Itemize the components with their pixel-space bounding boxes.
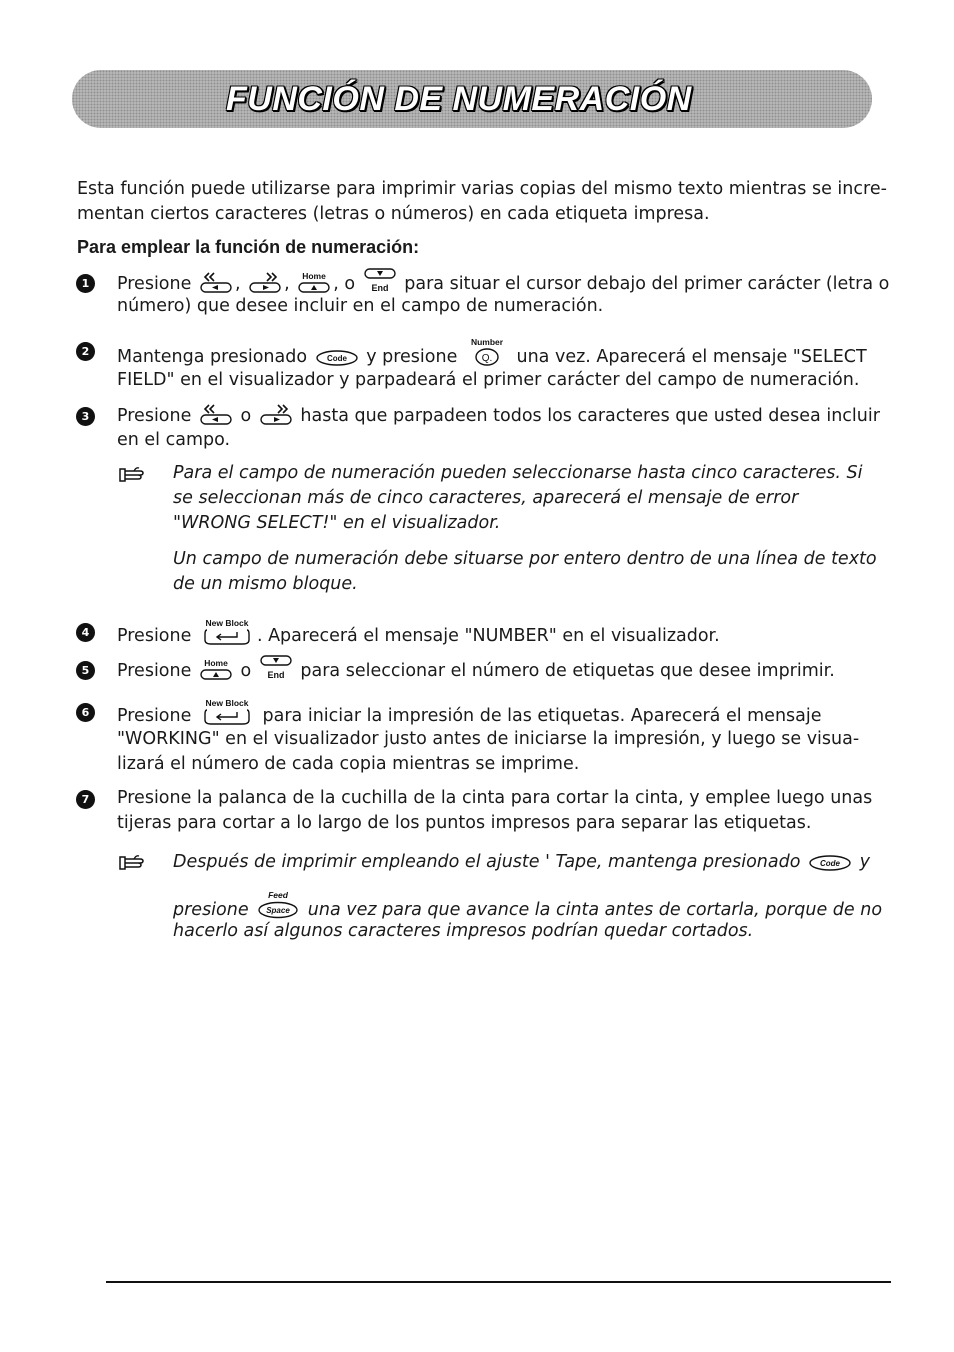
- end-key-label: End: [371, 283, 389, 293]
- step-4-text-a: Presione: [117, 626, 192, 646]
- cursor-left-key-icon: [199, 402, 233, 426]
- note-2-text-a: Después de imprimir empleando el ajuste ' Tape, mantenga presionado: [173, 852, 801, 872]
- step-1-text-a: Presione: [117, 274, 192, 294]
- note-1-line-3: "WRONG SELECT!" en el visualizador.: [173, 513, 501, 533]
- step-3-sep: o: [240, 406, 252, 426]
- note-2-line-1: [173, 850, 870, 875]
- pointing-hand-icon: [118, 853, 148, 871]
- step-2-line-2: FIELD" en el visualizador y parpadeará el primer carácter del campo de numeración.: [117, 370, 860, 390]
- new-block-key-label: New Block: [205, 618, 249, 628]
- feed-key-label: Feed: [268, 890, 289, 900]
- step-2-text-a: Mantenga presionado: [117, 347, 308, 367]
- step-4-line-1: [117, 618, 720, 649]
- note-1-p2-line-1: Un campo de numeración debe situarse por entero dentro de una línea de texto: [173, 549, 877, 569]
- note-1-line-2: se seleccionan más de cinco caracteres, aparecerá el mensaje de error: [173, 488, 799, 508]
- step-number-5: 5: [76, 661, 95, 680]
- note-1-line-1: Para el campo de numeración pueden seleccionarse hasta cinco caracteres. Si: [173, 463, 863, 483]
- step-5-sep: o: [240, 661, 252, 681]
- intro-line-1: Esta función puede utilizarse para imprimir varias copias del mismo texto mientras se incre-: [77, 179, 887, 199]
- step-2-line-1: [117, 337, 867, 370]
- step-1-line-2: número) que desee incluir en el campo de numeración.: [117, 296, 604, 316]
- step-6-text-a: Presione: [117, 706, 192, 726]
- code-key-label: Code: [820, 859, 840, 868]
- step-5-line-1: [117, 655, 835, 684]
- intro-line-2: mentan ciertos caracteres (letras o números) en cada etiqueta impresa.: [77, 204, 710, 224]
- cursor-right-key-icon: [248, 270, 282, 294]
- step-number-7: 7: [76, 790, 95, 809]
- enter-key-icon: [199, 698, 255, 726]
- new-block-key-label: New Block: [205, 698, 249, 708]
- cursor-up-key-icon: [199, 657, 233, 681]
- space-key-icon: [256, 890, 300, 920]
- note-1-p2-line-2: de un mismo bloque.: [173, 574, 358, 594]
- step-1-line-1: [117, 268, 889, 297]
- step-7-line-2: tijeras para cortar a lo largo de los puntos impresos para separar las etiquetas.: [117, 813, 812, 833]
- page-title: FUNCIÓN DE NUMERACIÓN: [226, 80, 692, 118]
- step-number-3: 3: [76, 407, 95, 426]
- step-5-text-a: Presione: [117, 661, 192, 681]
- step-2-text-b: y presione: [366, 347, 458, 367]
- step-4-text-b: . Aparecerá el mensaje "NUMBER" en el visualizador.: [256, 626, 720, 646]
- step-number-4: 4: [76, 623, 95, 642]
- enter-key-icon: [199, 618, 255, 646]
- code-key-label: Code: [326, 354, 347, 363]
- space-key-label: Space: [266, 906, 290, 915]
- step-number-1: 1: [76, 274, 95, 293]
- home-key-label: Home: [302, 271, 327, 281]
- code-key-icon: [808, 854, 852, 872]
- note-2-line-3: hacerlo así algunos caracteres impresos podrían quedar cortados.: [173, 921, 754, 941]
- title-banner: [72, 70, 872, 128]
- cursor-left-key-icon: [199, 270, 233, 294]
- cursor-down-key-icon: [259, 655, 293, 681]
- step-3-line-2: en el campo.: [117, 430, 231, 450]
- step-5-text-b: para seleccionar el número de etiquetas que desee imprimir.: [300, 661, 835, 681]
- number-key-icon: [465, 337, 509, 367]
- step-number-2: 2: [76, 342, 95, 361]
- note-2-text-d: una vez para que avance la cinta antes de cortarla, porque de no: [307, 900, 883, 920]
- step-6-line-2: "WORKING" en el visualizador justo antes de iniciarse la impresión, y luego se visua-: [117, 729, 860, 749]
- subheading: Para emplear la función de numeración:: [77, 237, 420, 257]
- cursor-up-key-icon: [297, 270, 331, 294]
- step-1-sep-1: ,: [234, 274, 241, 294]
- step-7-line-1: Presione la palanca de la cuchilla de la cinta para cortar la cinta, y emplee luego unas: [117, 788, 873, 808]
- note-2-text-b: y: [859, 852, 870, 872]
- footer-rule: [106, 1281, 891, 1283]
- pointing-hand-icon: [118, 465, 148, 483]
- step-number-6: 6: [76, 703, 95, 722]
- step-6-line-1: [117, 698, 822, 729]
- step-1-text-b: para situar el cursor debajo del primer carácter (letra o: [404, 274, 890, 294]
- step-6-text-b: para iniciar la impresión de las etiquetas. Aparecerá el mensaje: [262, 706, 822, 726]
- step-2-text-c: una vez. Aparecerá el mensaje "SELECT: [516, 347, 867, 367]
- step-3-line-1: [117, 402, 880, 429]
- home-key-label: Home: [204, 658, 228, 668]
- code-key-icon: [315, 349, 359, 367]
- note-2-text-c: presione: [173, 900, 249, 920]
- cursor-right-key-icon: [259, 402, 293, 426]
- step-1-sep-2: ,: [284, 274, 290, 294]
- step-3-text-a: Presione: [117, 406, 192, 426]
- number-key-label: Number: [470, 337, 503, 347]
- end-key-label: End: [267, 670, 285, 680]
- step-1-sep-3: , o: [333, 274, 356, 294]
- step-3-text-b: hasta que parpadeen todos los caracteres que usted desea incluir: [300, 406, 880, 426]
- number-key-glyph: Q.: [481, 353, 493, 364]
- cursor-down-key-icon: [363, 268, 397, 294]
- step-6-line-3: lizará el número de cada copia mientras se imprime.: [117, 754, 580, 774]
